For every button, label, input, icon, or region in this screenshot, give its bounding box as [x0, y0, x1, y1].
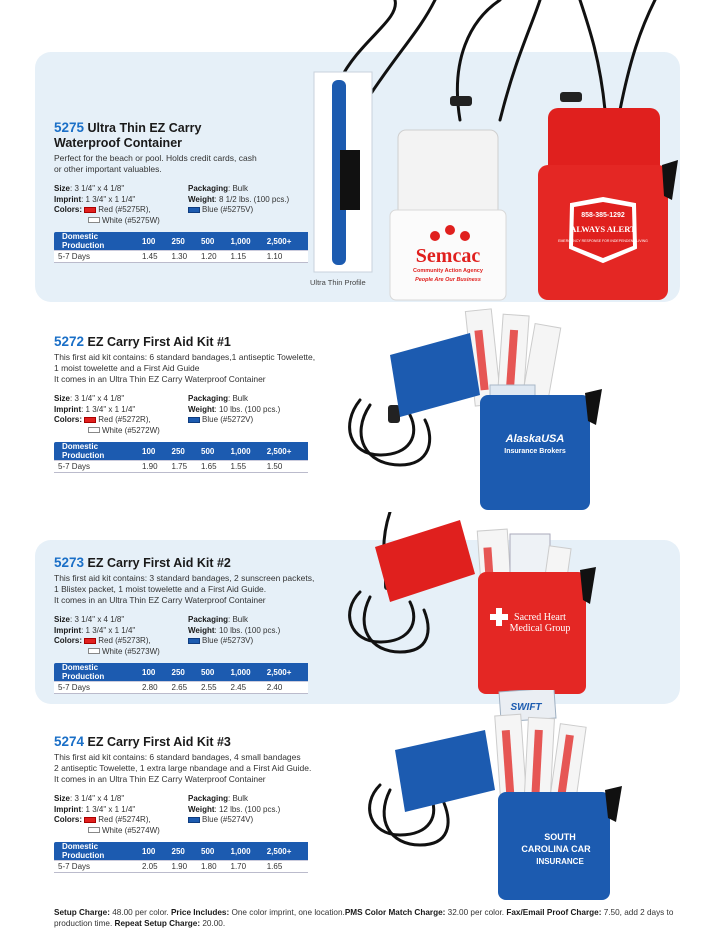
imprint-value: : 1 3/4" x 1 1/4": [81, 194, 136, 204]
price-table: [54, 232, 308, 263]
packaging-label: Packaging: [188, 615, 229, 624]
weight-label: Weight: [188, 625, 215, 635]
product-5272: [54, 334, 324, 473]
product-description: This first aid kit contains: 6 standard bandages,1 antiseptic Towelette, 1 moist towelette and a First Aid Guide It comes in an Ultra Thin EZ Carry Waterproof Container: [54, 352, 316, 384]
header-qty: 2,500+: [265, 842, 308, 861]
header-qty: 2,500+: [265, 232, 308, 251]
alaska-usa-logo: AlaskaUSA: [505, 433, 565, 445]
size-value: : 3 1/4" x 4 1/8": [70, 184, 125, 193]
cord-lock-icon: [388, 405, 400, 423]
price-header-row: [54, 442, 308, 461]
size-label: Size: [54, 615, 71, 624]
header-qty: 500: [199, 663, 229, 682]
price-table: [54, 842, 308, 873]
product-image-5275: [300, 0, 690, 305]
product-description: This first aid kit contains: 3 standard bandages, 2 sunscreen packets, 1 Blistex packet, 1 moist towelette and a First Aid Guide. It comes in an Ultra Thin EZ Carry Waterproof Container: [54, 573, 315, 605]
header-qty: 2,500+: [265, 442, 308, 461]
product-image-5272: [340, 305, 620, 520]
header-qty: 250: [170, 232, 200, 251]
product-name-line2: Waterproof Container: [54, 136, 183, 150]
color-white: White (#5272W): [102, 425, 160, 435]
semcac-logo: Semcac: [415, 245, 481, 267]
product-sku: 5274: [54, 734, 85, 749]
sacred-heart-line2: Medical Group: [509, 623, 571, 634]
repeat-setup-label: Repeat Setup Charge:: [114, 919, 201, 928]
header-qty: 500: [199, 232, 229, 251]
product-5274: [54, 734, 324, 873]
packaging-value: : Bulk: [228, 394, 249, 403]
price-table: [54, 663, 308, 694]
weight-label: Weight: [188, 804, 215, 814]
proof-charge-label: Fax/Email Proof Charge:: [506, 908, 602, 917]
product-image-5274: [350, 690, 650, 905]
imprint-value: : 1 3/4" x 1 1/4": [81, 625, 136, 635]
price-cell: 5-7 Days: [54, 251, 140, 263]
product-specs: [54, 615, 324, 657]
setup-charge-value: 48.00 per color.: [109, 908, 169, 917]
color-red: Red (#5272R),: [98, 415, 151, 424]
packaging-label: Packaging: [188, 394, 229, 403]
price-cell: 1.50: [265, 461, 308, 473]
red-swatch: [84, 207, 96, 213]
price-row: [54, 861, 308, 873]
swift-packet-label: SWIFT: [510, 702, 542, 713]
colors-label: Colors:: [54, 415, 82, 424]
sc-car-line3: INSURANCE: [536, 857, 584, 866]
color-red: Red (#5273R),: [98, 636, 151, 645]
color-blue: Blue (#5275V): [202, 205, 254, 214]
product-title: [54, 555, 324, 571]
size-label: Size: [54, 794, 71, 803]
product-title: [54, 734, 324, 750]
price-cell: 1.90: [170, 861, 200, 873]
colors-label: Colors:: [54, 205, 82, 214]
product-description: Perfect for the beach or pool. Holds credit cards, cash or other important valuables.: [54, 153, 257, 174]
semcac-line2: People Are Our Business: [415, 277, 481, 283]
color-red: Red (#5274R),: [98, 815, 151, 824]
product-title: [54, 334, 324, 350]
image-caption: Ultra Thin Profile: [310, 278, 366, 287]
imprint-label: Imprint: [54, 804, 82, 814]
weight-value: : 12 lbs. (100 pcs.): [214, 804, 281, 814]
weight-label: Weight: [188, 404, 215, 414]
white-swatch: [88, 217, 100, 223]
header-production: Domestic Production: [54, 232, 140, 251]
color-white: White (#5273W): [102, 646, 160, 656]
price-cell: 2.45: [229, 682, 265, 694]
packaging-label: Packaging: [188, 794, 229, 803]
price-table: [54, 442, 308, 473]
price-cell: 5-7 Days: [54, 682, 140, 694]
price-cell: 1.20: [199, 251, 229, 263]
packaging-value: : Bulk: [228, 184, 249, 193]
header-qty: 1,000: [229, 442, 265, 461]
price-cell: 1.65: [265, 861, 308, 873]
color-red: Red (#5275R),: [98, 205, 151, 214]
header-qty: 100: [140, 442, 170, 461]
setup-charge-label: Setup Charge:: [54, 908, 110, 917]
header-qty: 250: [170, 442, 200, 461]
repeat-setup-value: 20.00.: [200, 919, 226, 928]
sacred-heart-logo: Sacred Heart: [514, 612, 566, 623]
header-production: Domestic Production: [54, 663, 140, 682]
product-sku: 5273: [54, 555, 85, 570]
red-swatch: [84, 817, 96, 823]
product-specs: [54, 184, 324, 226]
imprint-label: Imprint: [54, 404, 82, 414]
price-row: [54, 461, 308, 473]
blue-swatch: [188, 817, 200, 823]
price-includes-label: Price Includes:: [170, 908, 230, 917]
always-alert-sub: EMERGENCY RESPONSE FOR INDEPENDENT LIVING: [558, 239, 648, 243]
price-cell: 1.70: [229, 861, 265, 873]
price-cell: 1.15: [229, 251, 265, 263]
header-production: Domestic Production: [54, 842, 140, 861]
price-cell: 2.55: [199, 682, 229, 694]
header-qty: 2,500+: [265, 663, 308, 682]
packaging-label: Packaging: [188, 184, 229, 193]
sc-car-logo: SOUTH: [544, 832, 576, 842]
price-cell: 1.45: [140, 251, 170, 263]
blue-swatch: [188, 638, 200, 644]
weight-label: Weight: [188, 194, 215, 204]
header-qty: 1,000: [229, 663, 265, 682]
price-cell: 2.05: [140, 861, 170, 873]
size-value: : 3 1/4" x 4 1/8": [70, 794, 125, 803]
product-specs: [54, 794, 324, 836]
blue-container-lid: [395, 730, 495, 812]
alaska-usa-line2: Insurance Brokers: [504, 448, 566, 455]
price-cell: 1.65: [199, 461, 229, 473]
packaging-value: : Bulk: [228, 794, 249, 803]
proof-charge-value: 7.50, add 2 days to production time.: [54, 908, 674, 928]
price-cell: 5-7 Days: [54, 461, 140, 473]
size-value: : 3 1/4" x 4 1/8": [70, 394, 125, 403]
price-cell: 2.65: [170, 682, 200, 694]
product-5273: [54, 555, 324, 694]
imprint-label: Imprint: [54, 625, 82, 635]
header-qty: 100: [140, 232, 170, 251]
product-sku: 5275: [54, 120, 85, 135]
weight-value: : 10 lbs. (100 pcs.): [214, 404, 281, 414]
colors-label: Colors:: [54, 815, 82, 824]
cord-lock-icon: [560, 92, 582, 102]
size-value: : 3 1/4" x 4 1/8": [70, 615, 125, 624]
price-cell: 5-7 Days: [54, 861, 140, 873]
blue-container-lid: [390, 333, 480, 417]
blue-swatch: [188, 417, 200, 423]
white-swatch: [88, 427, 100, 433]
price-cell: 1.10: [265, 251, 308, 263]
price-row: [54, 682, 308, 694]
red-swatch: [84, 417, 96, 423]
white-swatch: [88, 827, 100, 833]
red-swatch: [84, 638, 96, 644]
header-qty: 250: [170, 663, 200, 682]
white-swatch: [88, 648, 100, 654]
size-label: Size: [54, 184, 71, 193]
blue-swatch: [188, 207, 200, 213]
header-qty: 500: [199, 842, 229, 861]
red-container-lid: [375, 520, 475, 602]
imprint-value: : 1 3/4" x 1 1/4": [81, 404, 136, 414]
product-name: EZ Carry First Aid Kit #3: [87, 735, 231, 749]
size-label: Size: [54, 394, 71, 403]
price-header-row: [54, 232, 308, 251]
price-cell: 1.90: [140, 461, 170, 473]
weight-value: : 8 1/2 lbs. (100 pcs.): [214, 194, 290, 204]
colors-label: Colors:: [54, 636, 82, 645]
price-header-row: [54, 842, 308, 861]
cord-lock-icon: [450, 96, 472, 106]
header-qty: 500: [199, 442, 229, 461]
charges-footer: [54, 907, 674, 929]
header-production: Domestic Production: [54, 442, 140, 461]
header-qty: 100: [140, 663, 170, 682]
product-specs: [54, 394, 324, 436]
header-qty: 250: [170, 842, 200, 861]
price-cell: 1.30: [170, 251, 200, 263]
always-alert-logo: ALWAYS ALERT: [570, 224, 636, 234]
price-cell: 2.80: [140, 682, 170, 694]
product-name: Ultra Thin EZ Carry: [87, 121, 202, 135]
product-5275: [54, 120, 324, 263]
product-description: This first aid kit contains: 6 standard bandages, 4 small bandages 2 antiseptic Towelette, 1 extra large nbandage and a First Aid Guide. It comes in an Ultra Thin EZ Carry Waterproof Container: [54, 752, 312, 784]
header-qty: 1,000: [229, 232, 265, 251]
price-cell: 1.55: [229, 461, 265, 473]
imprint-label: Imprint: [54, 194, 82, 204]
color-blue: Blue (#5274V): [202, 815, 254, 824]
price-row: [54, 251, 308, 263]
semcac-line1: Community Action Agency: [413, 268, 483, 274]
color-blue: Blue (#5273V): [202, 636, 254, 645]
price-header-row: [54, 663, 308, 682]
always-alert-phone: 858-385-1292: [581, 212, 625, 219]
pms-charge-label: PMS Color Match Charge:: [344, 908, 446, 917]
packaging-value: : Bulk: [228, 615, 249, 624]
sc-car-line2: CAROLINA CAR: [521, 844, 591, 854]
price-cell: 2.40: [265, 682, 308, 694]
price-cell: 1.75: [170, 461, 200, 473]
product-title: [54, 120, 324, 151]
product-name: EZ Carry First Aid Kit #2: [87, 556, 231, 570]
color-white: White (#5274W): [102, 825, 160, 835]
weight-value: : 10 lbs. (100 pcs.): [214, 625, 281, 635]
pms-charge-value: 32.00 per color.: [445, 908, 505, 917]
price-includes-value: One color imprint, one location.: [229, 908, 345, 917]
color-blue: Blue (#5272V): [202, 415, 254, 424]
product-sku: 5272: [54, 334, 85, 349]
header-qty: 100: [140, 842, 170, 861]
imprint-value: : 1 3/4" x 1 1/4": [81, 804, 136, 814]
product-name: EZ Carry First Aid Kit #1: [87, 335, 231, 349]
header-qty: 1,000: [229, 842, 265, 861]
product-image-5273: [340, 512, 620, 702]
price-cell: 1.80: [199, 861, 229, 873]
color-white: White (#5275W): [102, 215, 160, 225]
